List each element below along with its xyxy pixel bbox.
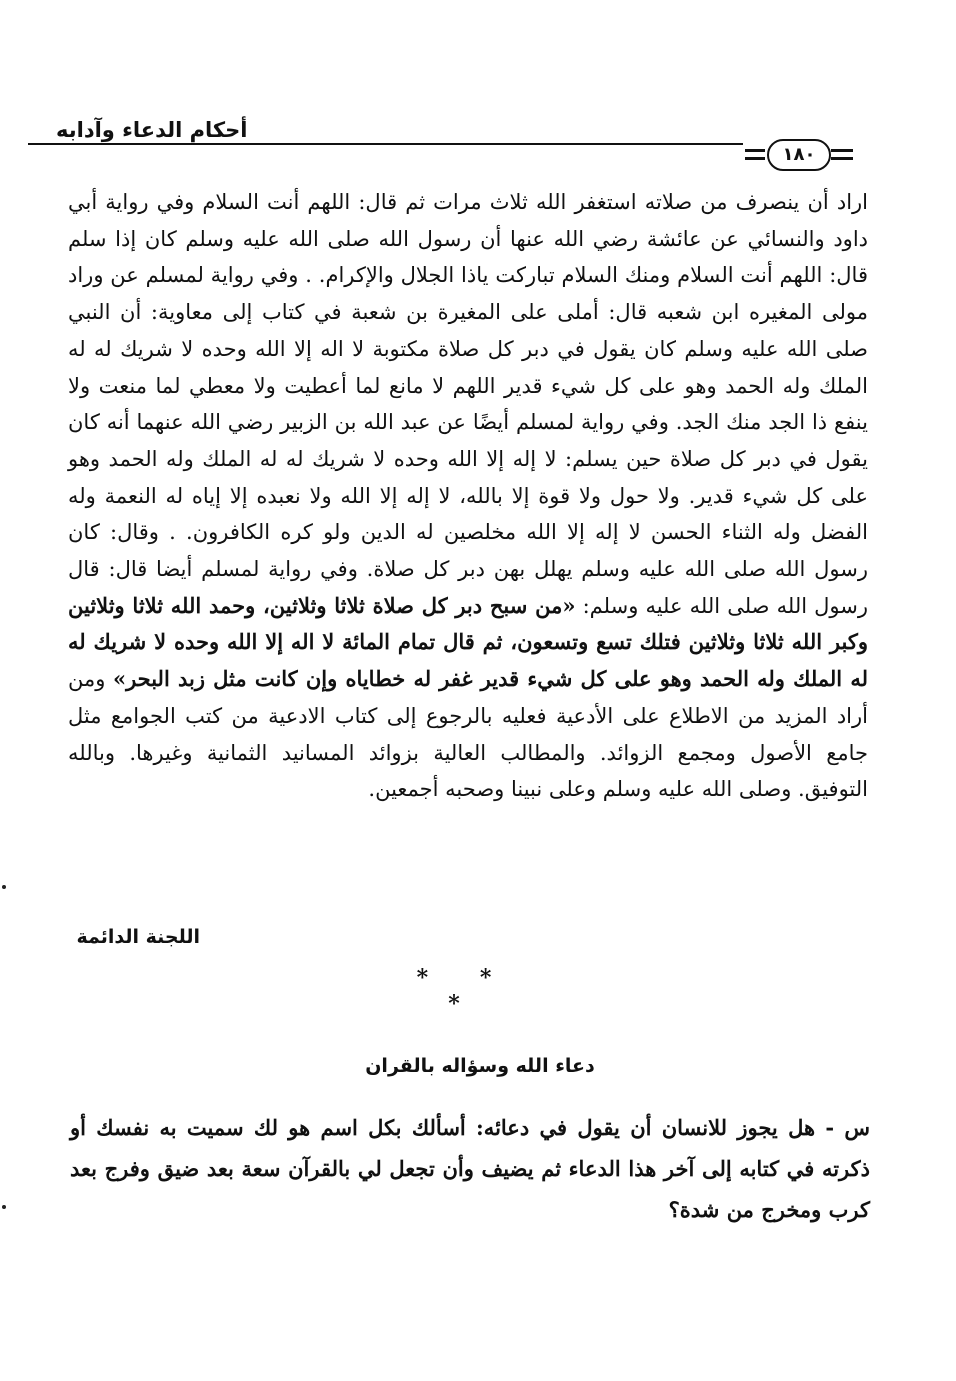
header-rule bbox=[28, 143, 743, 145]
section-heading: دعاء الله وسؤاله بالقران bbox=[365, 1055, 595, 1077]
page-number-dash-right-2 bbox=[831, 157, 853, 160]
fatwa-answer-text bbox=[68, 184, 868, 808]
scan-margin-mark bbox=[2, 1205, 6, 1209]
committee-signature: اللجنة الدائمة bbox=[76, 926, 200, 948]
section-separator: * * * bbox=[416, 965, 514, 1017]
answer-text-part2: ومن أراد المزيد من الاطلاع على الأدعية فعليه بالرجوع إلى كتاب الادعية من كتب الجوامع مثل جامع الأصول ومجمع الزوائد. والمطالب العالية بزوائد المسانيد الثمانية وغيرها. وبالله التوفيق. وصلى الله عليه وسلم وعلى نبينا وصحبه أجمعين. bbox=[68, 667, 868, 802]
page-number: ١٨٠ bbox=[767, 139, 831, 171]
page-number-dash-left-2 bbox=[745, 157, 765, 160]
running-header-title: أحكام الدعاء وآدابه bbox=[56, 118, 248, 142]
question-paragraph: س - هل يجوز للانسان أن يقول في دعائه: أسألك بكل اسم هو لك سميت به نفسك أو ذكرته في كتابه إلى آخر هذا الدعاء ثم يضيف وأن تجعل لي بالقرآن سعة بعد ضيق وفرج بعد كرب ومخرج من شدة؟ bbox=[70, 1115, 870, 1222]
hadith-quote-bold: «من سبح دبر كل صلاة ثلاثا وثلاثين، وحمد الله ثلاثا وثلاثين وكبر الله ثلاثا وثلاثين فتلك تسع وتسعون، ثم قال تمام المائة لا اله إلا الله وحده لا شريك له له الملك وله الحمد وهو على كل شيء قدير غفر له خطاياه وإن كانت مثل زبد البحر» bbox=[68, 592, 868, 692]
scan-margin-mark bbox=[2, 885, 6, 889]
answer-paragraph bbox=[68, 184, 868, 808]
page-number-dash-right bbox=[831, 149, 853, 152]
page-number-ornament bbox=[745, 135, 855, 175]
page-number-dash-left bbox=[745, 149, 765, 152]
answer-text-part1: اراد أن ينصرف من صلاته استغفر الله ثلاث مرات ثم قال: اللهم أنت السلام وفي رواية أبي داود والنسائي عن عائشة رضي الله عنها أن رسول الله صلى الله عليه وسلم كان إذا سلم قال: اللهم أنت السلام ومنك السلام تباركت ياذا الجلال والإكرام. . وفي رواية لمسلم عن وراد مولى المغيره ابن شعبه قال: أملى على المغيرة بن شعبة في كتاب إلى معاوية: أن النبي صلى الله عليه وسلم كان يقول في دبر كل صلاة مكتوبة لا اله إلا الله وحده لا شريك له له الملك وله الحمد وهو على كل شيء قدير اللهم لا مانع لما أعطيت ولا معطي لما منعت ولا ينفع ذا الجد منك الجد. وفي رواية لمسلم أيضًا عن عبد الله بن الزبير رضي الله عنهما أنه كان يقول في دبر كل صلاة حين يسلم: لا إله إلا الله وحده لا شريك له له الملك وله الحمد وهو على كل شيء قدير. ولا حول ولا قوة إلا بالله، لا إله إلا الله ولا نعبده إلا إياه له النعمة وله الفضل وله الثناء الحسن لا إله إلا الله مخلصين له الدين ولو كره الكافرون. . وقال: كان رسول الله صلى الله عليه وسلم يهلل بهن دبر كل صلاة. وفي رواية لمسلم أيضا قال: قال رسول الله صلى الله عليه وسلم: bbox=[68, 190, 868, 618]
question-text bbox=[70, 1107, 870, 1230]
